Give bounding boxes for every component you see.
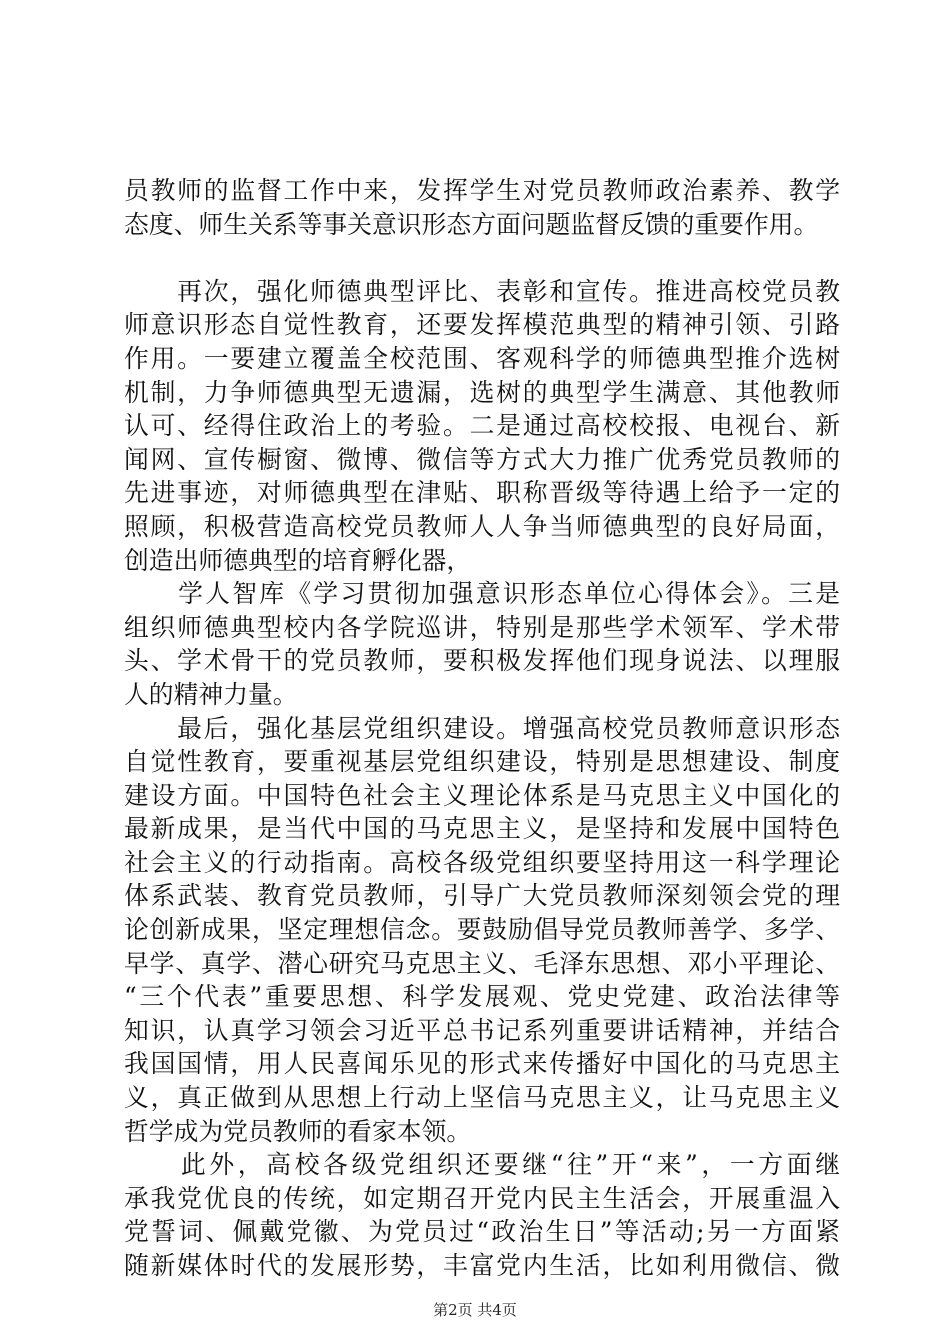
paragraph bbox=[124, 712, 840, 1149]
text-line: 态度、师生关系等事关意识形态方面问题监督反馈的重要作用。 bbox=[124, 209, 819, 239]
text-line: 知识，认真学习领会习近平总书记系列重要讲话精神，并结合 bbox=[124, 1015, 840, 1045]
text-line: 机制，力争师德典型无遗漏，选树的典型学生满意、其他教师 bbox=[124, 377, 840, 407]
text-line: 学人智库《学习贯彻加强意识形态单位心得体会》。三是 bbox=[124, 579, 840, 609]
body-text bbox=[124, 174, 840, 1283]
text-line: 自觉性教育，要重视基层党组织建设，特别是思想建设、制度 bbox=[124, 747, 840, 777]
text-line: 体系武装、教育党员教师，引导广大党员教师深刻领会党的理 bbox=[124, 881, 840, 911]
text-line: 闻网、宣传橱窗、微博、微信等方式大力推广优秀党员教师的 bbox=[124, 444, 840, 474]
text-line: 早学、真学、潜心研究马克思主义、毛泽东思想、邓小平理论、 bbox=[124, 948, 840, 978]
paragraph bbox=[124, 1148, 840, 1282]
text-line: 组织师德典型校内各学院巡讲，特别是那些学术领军、学术带 bbox=[124, 612, 840, 642]
text-line: 随新媒体时代的发展形势，丰富党内生活，比如利用微信、微 bbox=[124, 1251, 840, 1280]
text-line: 认可、经得住政治上的考验。二是通过高校校报、电视台、新 bbox=[124, 411, 840, 441]
text-line: 照顾，积极营造高校党员教师人人争当师德典型的良好局面， bbox=[124, 511, 840, 541]
text-line: 此外，高校各级党组织还要继“往”开“来”，一方面继 bbox=[124, 1150, 840, 1180]
text-line: 承我党优良的传统，如定期召开党内民主生活会，开展重温入 bbox=[124, 1183, 840, 1213]
text-line: 社会主义的行动指南。高校各级党组织要坚持用这一科学理论 bbox=[124, 847, 840, 877]
text-line: 头、学术骨干的党员教师，要积极发挥他们现身说法、以理服 bbox=[124, 646, 840, 676]
paragraph-gap bbox=[124, 241, 840, 275]
text-line: 再次，强化师德典型评比、表彰和宣传。推进高校党员教 bbox=[124, 276, 840, 306]
text-line: 师意识形态自觉性教育，还要发挥模范典型的精神引领、引路 bbox=[124, 310, 840, 340]
text-line: 最新成果，是当代中国的马克思主义，是坚持和发展中国特色 bbox=[124, 814, 840, 844]
text-line: “三个代表”重要思想、科学发展观、党史党建、政治法律等 bbox=[124, 982, 840, 1012]
text-line: 我国国情，用人民喜闻乐见的形式来传播好中国化的马克思主 bbox=[124, 1049, 840, 1079]
text-line: 作用。一要建立覆盖全校范围、客观科学的师德典型推介选树 bbox=[124, 343, 840, 373]
paragraph bbox=[124, 174, 840, 241]
text-line: 哲学成为党员教师的看家本领。 bbox=[124, 1116, 472, 1146]
text-line: 最后，强化基层党组织建设。增强高校党员教师意识形态 bbox=[124, 713, 840, 743]
text-line: 先进事迹，对师德典型在津贴、职称晋级等待遇上给予一定的 bbox=[124, 478, 840, 508]
text-line: 员教师的监督工作中来，发挥学生对党员教师政治素养、教学 bbox=[124, 176, 840, 205]
text-line: 论创新成果，坚定理想信念。要鼓励倡导党员教师善学、多学、 bbox=[124, 915, 840, 945]
text-line: 义，真正做到从思想上行动上坚信马克思主义，让马克思主义 bbox=[124, 1083, 840, 1113]
text-line: 建设方面。中国特色社会主义理论体系是马克思主义中国化的 bbox=[124, 780, 840, 810]
page-footer bbox=[0, 1300, 950, 1320]
text-line: 创造出师德典型的培育孵化器， bbox=[124, 545, 472, 575]
paragraph bbox=[124, 577, 840, 711]
text-line: 人的精神力量。 bbox=[124, 679, 298, 709]
paragraph bbox=[124, 275, 840, 577]
text-line: 党誓词、佩戴党徽、为党员过“政治生日”等活动;另一方面紧 bbox=[124, 1217, 840, 1247]
page-number-label: 第2页 共4页 bbox=[433, 1301, 517, 1319]
